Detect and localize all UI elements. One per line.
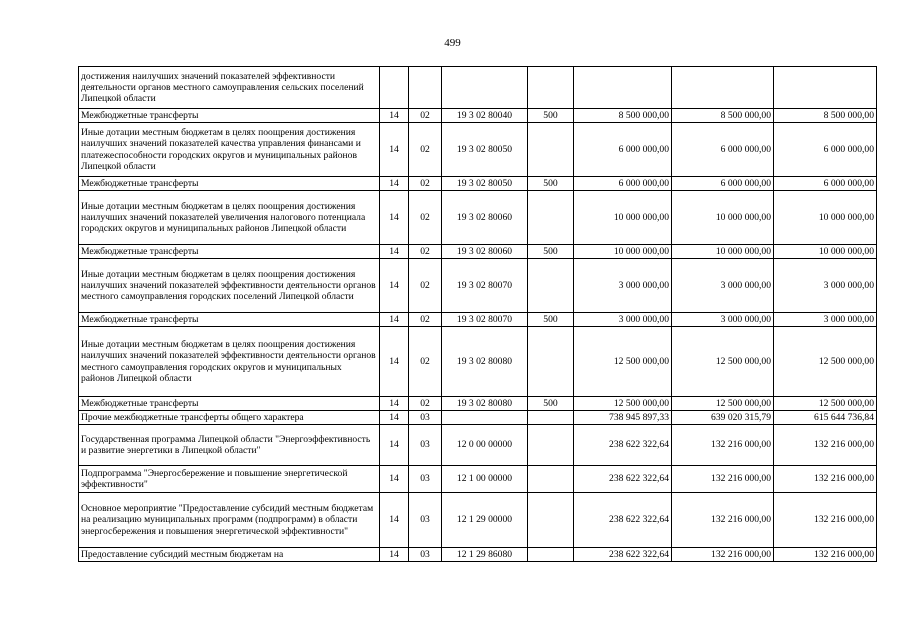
amount-year2-cell: 3 000 000,00 [672, 313, 774, 327]
section-code-cell: 14 [380, 109, 409, 123]
expense-type-cell [528, 123, 574, 177]
page-number: 499 [444, 37, 461, 49]
section-code-cell: 14 [380, 548, 409, 562]
row-name-cell: Межбюджетные трансферты [79, 177, 380, 191]
amount-year3-cell: 12 500 000,00 [774, 397, 877, 411]
target-article-cell: 19 3 02 80050 [442, 123, 528, 177]
row-name-cell: Основное мероприятие "Предоставление субсидий местным бюджетам на реализацию муниципальных программ (подпрограмм) в области энергосбережения и повышения энергетической эффективности" [79, 493, 380, 548]
row-name-cell: Иные дотации местным бюджетам в целях поощрения достижения наилучших значений показателей увеличения налогового потенциала городских округов и муниципальных районов Липецкой области [79, 191, 380, 245]
amount-year2-cell: 10 000 000,00 [672, 245, 774, 259]
amount-year1-cell: 8 500 000,00 [574, 109, 672, 123]
table-row [79, 109, 877, 123]
amount-year2-cell: 132 216 000,00 [672, 466, 774, 493]
amount-year1-cell: 3 000 000,00 [574, 313, 672, 327]
row-name-cell: Иные дотации местным бюджетам в целях поощрения достижения наилучших значений показателей качества управления финансами и платежеспособности городских округов и муниципальных районов Липецкой области [79, 123, 380, 177]
expense-type-cell: 500 [528, 177, 574, 191]
amount-year1-cell: 6 000 000,00 [574, 123, 672, 177]
target-article-cell: 12 0 00 00000 [442, 425, 528, 466]
expense-type-cell: 500 [528, 109, 574, 123]
amount-year1-cell: 738 945 897,33 [574, 411, 672, 425]
amount-year3-cell: 10 000 000,00 [774, 191, 877, 245]
subsection-code-cell: 03 [409, 493, 442, 548]
amount-year2-cell: 6 000 000,00 [672, 123, 774, 177]
subsection-code-cell: 02 [409, 245, 442, 259]
amount-year3-cell [774, 67, 877, 109]
amount-year3-cell: 132 216 000,00 [774, 493, 877, 548]
subsection-code-cell: 02 [409, 177, 442, 191]
amount-year1-cell [574, 67, 672, 109]
section-code-cell: 14 [380, 397, 409, 411]
amount-year2-cell: 6 000 000,00 [672, 177, 774, 191]
expense-type-cell [528, 493, 574, 548]
row-name-cell: Предоставление субсидий местным бюджетам на [79, 548, 380, 562]
amount-year3-cell: 8 500 000,00 [774, 109, 877, 123]
expense-type-cell: 500 [528, 313, 574, 327]
amount-year3-cell: 10 000 000,00 [774, 245, 877, 259]
table-row [79, 123, 877, 177]
expense-type-cell [528, 259, 574, 313]
expense-type-cell [528, 466, 574, 493]
table-row [79, 397, 877, 411]
row-name-cell: Межбюджетные трансферты [79, 313, 380, 327]
section-code-cell: 14 [380, 466, 409, 493]
target-article-cell: 19 3 02 80070 [442, 259, 528, 313]
table-row [79, 191, 877, 245]
amount-year2-cell: 132 216 000,00 [672, 548, 774, 562]
target-article-cell: 19 3 02 80040 [442, 109, 528, 123]
expense-type-cell: 500 [528, 397, 574, 411]
amount-year1-cell: 3 000 000,00 [574, 259, 672, 313]
target-article-cell: 12 1 29 00000 [442, 493, 528, 548]
amount-year3-cell: 132 216 000,00 [774, 466, 877, 493]
amount-year3-cell: 132 216 000,00 [774, 548, 877, 562]
subsection-code-cell: 03 [409, 466, 442, 493]
section-code-cell: 14 [380, 313, 409, 327]
subsection-code-cell: 02 [409, 191, 442, 245]
section-code-cell: 14 [380, 259, 409, 313]
target-article-cell: 19 3 02 80080 [442, 397, 528, 411]
subsection-code-cell: 03 [409, 548, 442, 562]
amount-year1-cell: 12 500 000,00 [574, 327, 672, 397]
row-name-cell: Иные дотации местным бюджетам в целях поощрения достижения наилучших значений показателей эффективности деятельности органов местного самоуправления городских поселений Липецкой области [79, 259, 380, 313]
amount-year2-cell: 3 000 000,00 [672, 259, 774, 313]
amount-year3-cell: 615 644 736,84 [774, 411, 877, 425]
row-name-cell: Межбюджетные трансферты [79, 397, 380, 411]
subsection-code-cell: 02 [409, 109, 442, 123]
expense-type-cell [528, 191, 574, 245]
expense-type-cell [528, 67, 574, 109]
subsection-code-cell [409, 67, 442, 109]
amount-year3-cell: 3 000 000,00 [774, 313, 877, 327]
target-article-cell [442, 67, 528, 109]
amount-year1-cell: 10 000 000,00 [574, 191, 672, 245]
row-name-cell: Иные дотации местным бюджетам в целях поощрения достижения наилучших значений показателей эффективности деятельности органов местного самоуправления городских округов и муниципальных районов Липецкой области [79, 327, 380, 397]
target-article-cell: 19 3 02 80060 [442, 191, 528, 245]
table-row [79, 177, 877, 191]
amount-year2-cell: 8 500 000,00 [672, 109, 774, 123]
section-code-cell: 14 [380, 425, 409, 466]
amount-year1-cell: 238 622 322,64 [574, 548, 672, 562]
amount-year2-cell: 132 216 000,00 [672, 425, 774, 466]
target-article-cell: 19 3 02 80080 [442, 327, 528, 397]
amount-year1-cell: 238 622 322,64 [574, 425, 672, 466]
amount-year3-cell: 132 216 000,00 [774, 425, 877, 466]
target-article-cell: 12 1 00 00000 [442, 466, 528, 493]
subsection-code-cell: 02 [409, 313, 442, 327]
row-name-cell: Межбюджетные трансферты [79, 109, 380, 123]
subsection-code-cell: 02 [409, 259, 442, 313]
amount-year3-cell: 6 000 000,00 [774, 123, 877, 177]
table-row [79, 67, 877, 109]
amount-year1-cell: 238 622 322,64 [574, 493, 672, 548]
budget-table [78, 66, 877, 562]
amount-year2-cell [672, 67, 774, 109]
table-row [79, 327, 877, 397]
expense-type-cell [528, 425, 574, 466]
amount-year2-cell: 12 500 000,00 [672, 327, 774, 397]
target-article-cell: 19 3 02 80050 [442, 177, 528, 191]
target-article-cell: 12 1 29 86080 [442, 548, 528, 562]
section-code-cell: 14 [380, 191, 409, 245]
subsection-code-cell: 02 [409, 397, 442, 411]
row-name-cell: Прочие межбюджетные трансферты общего характера [79, 411, 380, 425]
expense-type-cell [528, 411, 574, 425]
section-code-cell: 14 [380, 493, 409, 548]
amount-year1-cell: 12 500 000,00 [574, 397, 672, 411]
amount-year2-cell: 12 500 000,00 [672, 397, 774, 411]
section-code-cell [380, 67, 409, 109]
amount-year1-cell: 10 000 000,00 [574, 245, 672, 259]
amount-year3-cell: 12 500 000,00 [774, 327, 877, 397]
section-code-cell: 14 [380, 245, 409, 259]
amount-year2-cell: 10 000 000,00 [672, 191, 774, 245]
section-code-cell: 14 [380, 327, 409, 397]
row-name-cell: Межбюджетные трансферты [79, 245, 380, 259]
table-row [79, 466, 877, 493]
section-code-cell: 14 [380, 123, 409, 177]
table-row [79, 411, 877, 425]
table-row [79, 245, 877, 259]
amount-year1-cell: 6 000 000,00 [574, 177, 672, 191]
subsection-code-cell: 03 [409, 425, 442, 466]
expense-type-cell [528, 327, 574, 397]
row-name-cell: Государственная программа Липецкой области "Энергоэффективность и развитие энергетики в Липецкой области" [79, 425, 380, 466]
expense-type-cell: 500 [528, 245, 574, 259]
table-row [79, 259, 877, 313]
row-name-cell: Подпрограмма "Энергосбережение и повышение энергетической эффективности" [79, 466, 380, 493]
row-name-cell: достижения наилучших значений показателей эффективности деятельности органов местного самоуправления сельских поселений Липецкой области [79, 67, 380, 109]
table-row [79, 548, 877, 562]
amount-year1-cell: 238 622 322,64 [574, 466, 672, 493]
table-row [79, 493, 877, 548]
subsection-code-cell: 03 [409, 411, 442, 425]
subsection-code-cell: 02 [409, 327, 442, 397]
table-row [79, 425, 877, 466]
amount-year3-cell: 3 000 000,00 [774, 259, 877, 313]
amount-year2-cell: 639 020 315,79 [672, 411, 774, 425]
subsection-code-cell: 02 [409, 123, 442, 177]
target-article-cell [442, 411, 528, 425]
section-code-cell: 14 [380, 177, 409, 191]
section-code-cell: 14 [380, 411, 409, 425]
table-row [79, 313, 877, 327]
amount-year2-cell: 132 216 000,00 [672, 493, 774, 548]
target-article-cell: 19 3 02 80060 [442, 245, 528, 259]
target-article-cell: 19 3 02 80070 [442, 313, 528, 327]
expense-type-cell [528, 548, 574, 562]
amount-year3-cell: 6 000 000,00 [774, 177, 877, 191]
